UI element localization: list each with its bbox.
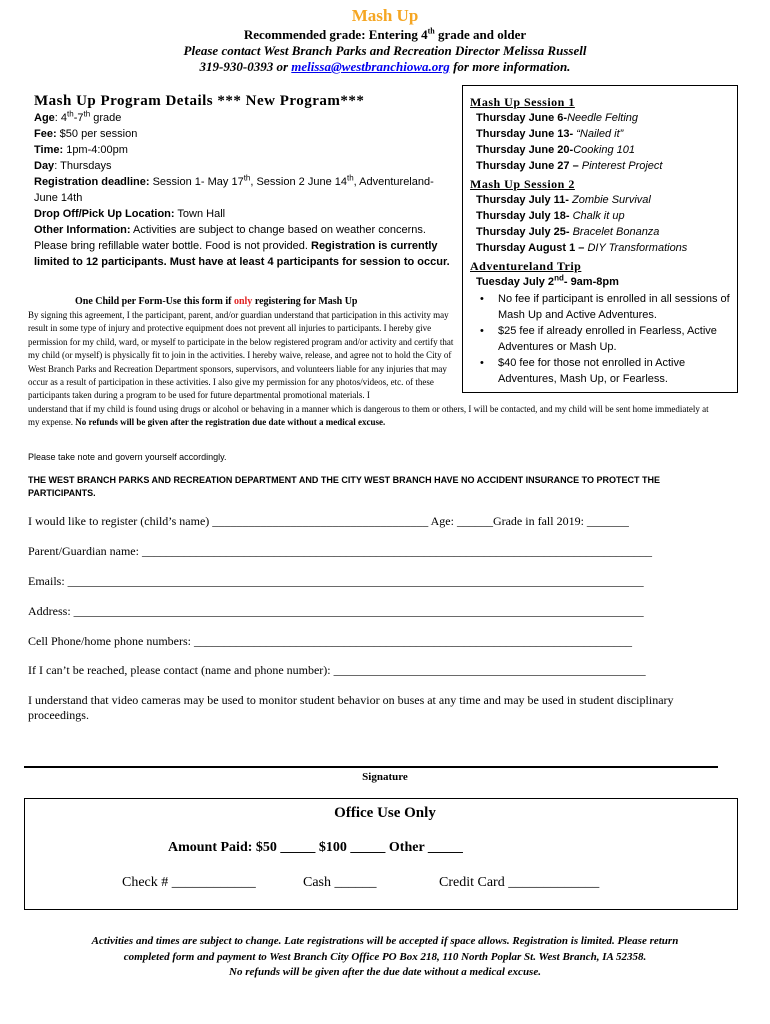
registration-deadline-cont: June 14th	[34, 192, 83, 204]
signature-label: Signature	[362, 771, 408, 783]
phone-field[interactable]: Cell Phone/home phone numbers: _________________________________________________________________________	[28, 634, 632, 648]
footer-notice	[20, 934, 750, 981]
session1-item: Thursday June 13- “Nailed it”	[476, 128, 624, 140]
bullet-icon: •	[480, 325, 484, 337]
age-info: Age: 4th-7th grade	[34, 109, 122, 124]
session2-item: Thursday July 18- Chalk it up	[476, 210, 625, 222]
signature-line[interactable]	[24, 766, 718, 768]
video-notice: I understand that video cameras may be used to monitor student behavior on buses at any time and may be used in student disciplinary proceedings.	[28, 693, 674, 722]
participant-limit: limited to 12 participants. Must have at least 4 participants for session to occur.	[34, 256, 450, 268]
contact-info: 319-930-0393 or melissa@westbranchiowa.org for more information.	[199, 59, 571, 74]
emergency-contact-field[interactable]: If I can’t be reached, please contact (name and phone number): ____________________________________________________	[28, 663, 646, 677]
other-info-cont: Please bring refillable water bottle. Food is not provided. Registration is currently	[34, 240, 438, 252]
grade-recommendation: Recommended grade: Entering 4th grade and older	[243, 26, 527, 42]
trip-date: Tuesday July 2nd- 9am-8pm	[476, 273, 619, 288]
emails-field[interactable]: Emails: ________________________________________________________________________________________________	[28, 574, 644, 588]
take-note: Please take note and govern yourself accordingly.	[28, 452, 227, 462]
program-details-heading: Mash Up Program Details *** New Program***	[34, 93, 365, 109]
trip-heading: Adventureland Trip	[470, 259, 582, 273]
check-number: Check # ____________	[122, 875, 256, 890]
cash-field: Cash ______	[303, 875, 377, 890]
insurance-notice: THE WEST BRANCH PARKS AND RECREATION DEPARTMENT AND THE CITY WEST BRANCH HAVE NO ACCIDENT INSURANCE TO PROTECT THE PARTICIPANTS.	[28, 475, 661, 498]
session2-heading: Mash Up Session 2	[470, 177, 575, 191]
trip-fee-item: No fee if participant is enrolled in all sessions of Mash Up and Active Adventures.	[498, 293, 730, 321]
trip-fee-item: $40 fee for those not enrolled in Active Adventures, Mash Up, or Fearless.	[498, 357, 686, 385]
session1-heading: Mash Up Session 1	[470, 95, 575, 109]
footer-line: No refunds will be given after the due date without a medical excuse.	[229, 966, 541, 978]
agreement-text	[28, 309, 718, 430]
session2-item: Thursday July 25- Bracelet Bonanza	[476, 226, 660, 238]
trip-fee-item: $25 fee if already enrolled in Fearless, Active Adventures or Mash Up.	[498, 325, 717, 353]
contact-line: Please contact West Branch Parks and Recreation Director Melissa Russell	[183, 43, 587, 58]
fee-info: Fee: $50 per session	[34, 128, 138, 140]
session2-item: Thursday July 11- Zombie Survival	[476, 194, 651, 206]
address-field[interactable]: Address: _______________________________________________________________________________________________	[28, 604, 644, 618]
amount-paid: Amount Paid: $50 _____ $100 _____ Other _____	[168, 840, 463, 855]
page-title: Mash Up	[351, 6, 419, 25]
time-info: Time: 1pm-4:00pm	[34, 144, 128, 156]
bullet-icon: •	[480, 357, 484, 369]
session2-item: Thursday August 1 – DIY Transformations	[476, 242, 688, 254]
footer-line: Activities and times are subject to change. Late registrations will be accepted if space allows. Registration is limited. Please return	[91, 935, 679, 947]
session1-item: Thursday June 6-Needle Felting	[476, 112, 639, 124]
other-info: Other Information: Activities are subject to change based on weather concerns.	[34, 224, 426, 236]
day-info: Day: Thursdays	[34, 160, 112, 172]
agreement-paragraph-2: understand that if my child is found using drugs or alcohol or behaving in a manner which is dangerous to them or others, I will be contacted, and my child will be sent home immediately at my expense. No refunds will be given after the registration due date without a medical excuse.	[28, 403, 709, 428]
dropoff-location: Drop Off/Pick Up Location: Town Hall	[34, 208, 226, 220]
credit-card-field: Credit Card _____________	[439, 875, 600, 890]
agreement-heading: One Child per Form-Use this form if only registering for Mash Up	[75, 296, 358, 307]
office-use-title: Office Use Only	[334, 805, 436, 821]
session1-item: Thursday June 27 – Pinterest Project	[476, 160, 663, 172]
bullet-icon: •	[480, 293, 484, 305]
register-field[interactable]: I would like to register (child’s name) ____________________________________ Age: ______Grade in fall 2019: _______	[28, 514, 629, 528]
session1-item: Thursday June 20-Cooking 101	[476, 144, 635, 156]
parent-name-field[interactable]: Parent/Guardian name: _____________________________________________________________________________________	[28, 544, 652, 558]
registration-deadline: Registration deadline: Session 1- May 17th, Session 2 June 14th, Adventureland-	[34, 173, 434, 188]
agreement-paragraph: By signing this agreement, I the participant, parent, and/or guardian understand that participation in this activity may result in some type of injury and protective equipment does not prevent all injuries to participants. I hereby give permission for my child, ward, or myself to participate in the below registered program and/or activity and certify that my child (or myself) is physically fit to join in the activities. I hereby waive, release, and agree not to hold the City of West Branch Parks and Recreation Department sponsors, supervisors, and volunteers liable for any injuries that may occur as a result of participation in these activities. I also give my permission for any photos/videos, etc. of these participants taken during a program to be used for future departmental promotional materials. I	[28, 310, 454, 401]
email-link[interactable]: melissa@westbranchiowa.org	[291, 59, 450, 74]
footer-line: completed form and payment to West Branch City Office PO Box 218, 110 North Poplar St. West Branch, IA 52358.	[123, 950, 647, 963]
